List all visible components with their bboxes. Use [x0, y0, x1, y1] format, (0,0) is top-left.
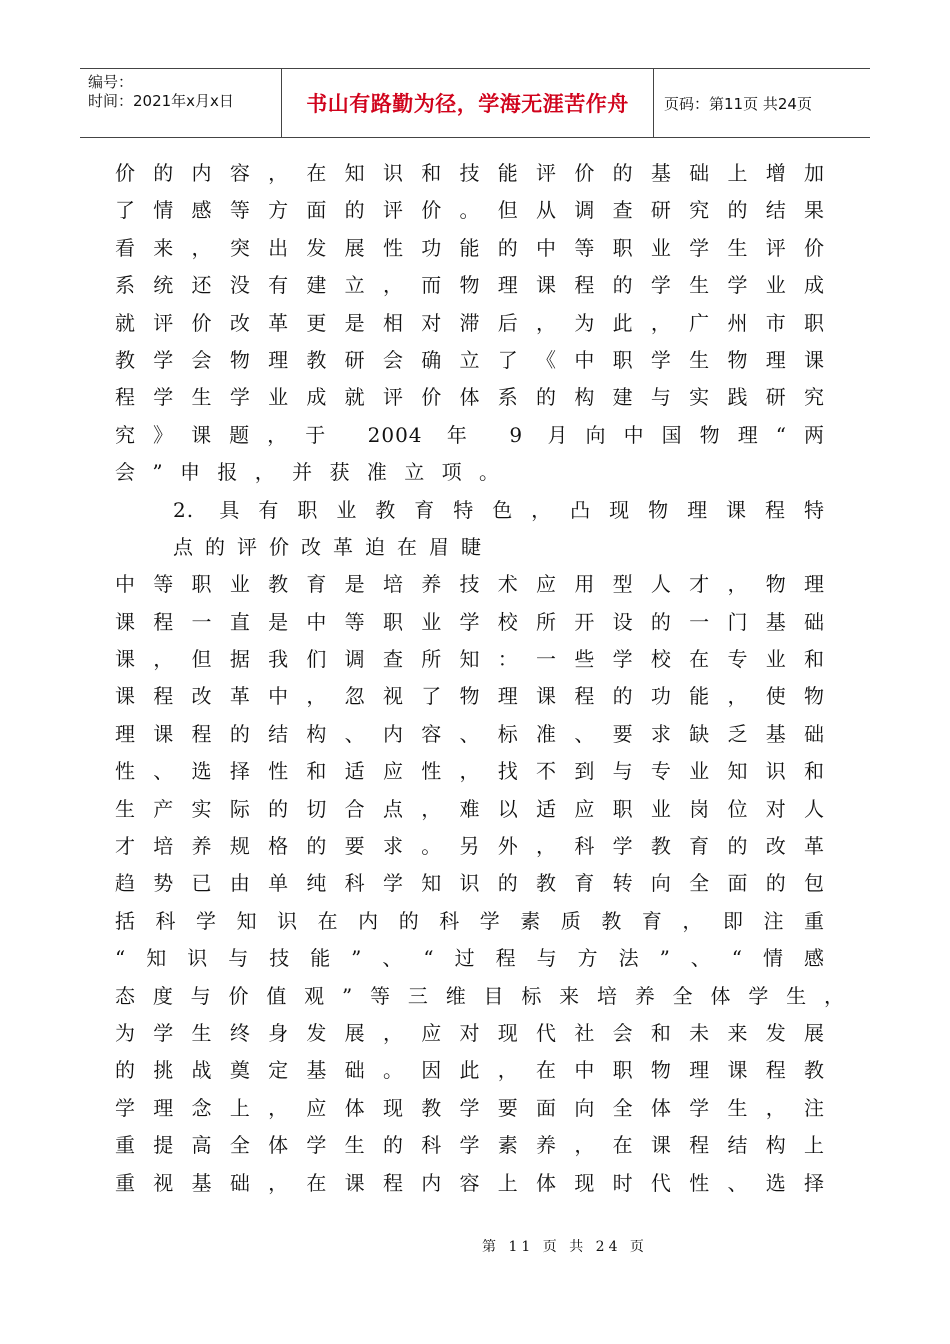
document-number-label: 编号：	[88, 73, 134, 91]
text-line: 会”申报，并获准立项。	[115, 460, 500, 485]
text-line: “知识与技能”、“过程与方法”、“情感	[115, 946, 825, 971]
text-line: 学理念上，应体现教学要面向全体学生，注	[115, 1095, 825, 1120]
text-line: 重提高全体学生的科学素养，在课程结构上	[115, 1133, 825, 1158]
text-line: 系统还没有建立，而物理课程的学生学业成	[115, 273, 825, 298]
text-line: 教学会物理教研会确立了《中职学生物理课	[115, 347, 825, 372]
page-footer	[0, 1236, 950, 1256]
header-motto: 书山有路勤为径，学海无涯苦作舟	[282, 69, 654, 137]
text-line: 课程一直是中等职业学校所开设的一门基础	[115, 609, 825, 634]
document-body	[115, 155, 845, 1202]
text-line: 趋势已由单纯科学知识的教育转向全面的包	[115, 871, 825, 896]
text-line: 的挑战奠定基础。因此，在中职物理课程教	[115, 1058, 825, 1083]
section-heading-cont: 点的评价改革迫在眉睫	[173, 534, 493, 559]
text-line: 了情感等方面的评价。但从调查研究的结果	[115, 198, 825, 223]
text-line: 就评价改革更是相对滞后，为此，广州市职	[115, 310, 825, 335]
text-line: 才培养规格的要求。另外，科学教育的改革	[115, 834, 825, 859]
text-line: 重视基础，在课程内容上体现时代性、选择	[115, 1170, 825, 1195]
section-heading: 2. 具有职业教育特色，凸现物理课程特	[173, 497, 825, 522]
text-line: 程学生学业成就评价体系的构建与实践研究	[115, 385, 825, 410]
text-line: 课程改革中，忽视了物理课程的功能，使物	[115, 684, 825, 709]
text-line: 性、选择性和适应性，找不到与专业知识和	[115, 759, 825, 784]
page-header	[80, 68, 870, 138]
header-meta	[80, 69, 282, 137]
document-date: 时间：2021年x月x日	[88, 92, 234, 110]
text-line: 括科学知识在内的科学素质教育，即注重	[115, 908, 825, 933]
header-page-info: 页码：第11页 共24页	[664, 94, 812, 113]
text-line: 看来，突出发展性功能的中等职业学生评价	[115, 235, 825, 260]
text-line: 理课程的结构、内容、标准、要求缺乏基础	[115, 721, 825, 746]
text-line: 为学生终身发展，应对现代社会和未来发展	[115, 1020, 825, 1045]
text-line: 中等职业教育是培养技术应用型人才，物理	[115, 572, 825, 597]
text-line: 态度与价值观”等三维目标来培养全体学生，	[115, 983, 845, 1008]
text-line: 价的内容，在知识和技能评价的基础上增加	[115, 161, 825, 185]
text-line: 生产实际的切合点，难以适应职业岗位对人	[115, 796, 825, 821]
text-line: 课，但据我们调查所知：一些学校在专业和	[115, 647, 825, 672]
text-line: 究》课题，于 2004 年 9 月向中国物理“两	[115, 422, 825, 447]
footer-page-number: 第 11 页 共 24 页	[482, 1239, 648, 1255]
